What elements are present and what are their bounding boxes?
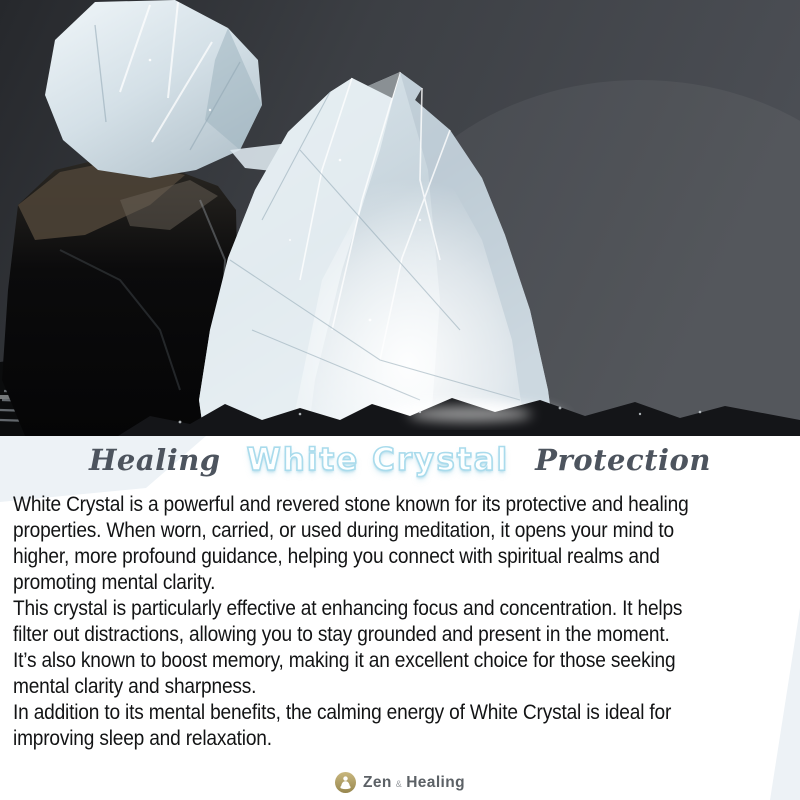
text-line: In addition to its mental benefits, the calming energy of White Crystal is ideal for	[13, 701, 672, 724]
brand-suffix: Healing	[406, 773, 465, 791]
text-line: improving sleep and relaxation.	[13, 727, 272, 750]
footer-brand	[0, 772, 800, 793]
text-line: This crystal is particularly effective at enhancing focus and concentration. It helps	[13, 597, 683, 620]
article-text	[13, 492, 741, 752]
text-line: properties. When worn, carried, or used during meditation, it opens your mind to	[13, 519, 675, 542]
heading-left-label: Healing	[89, 443, 221, 477]
brand-prefix: Zen	[363, 773, 392, 791]
text-line: promoting mental clarity.	[13, 571, 216, 594]
brand-ampersand: &	[395, 778, 403, 789]
heading-row	[0, 442, 800, 478]
heading-right-label: Protection	[535, 443, 711, 477]
paragraph-1	[13, 492, 741, 596]
text-line: mental clarity and sharpness.	[13, 675, 257, 698]
text-line: White Crystal is a powerful and revered stone known for its protective and healing	[13, 493, 689, 516]
meditation-icon	[335, 772, 356, 793]
paragraph-2	[13, 596, 741, 700]
text-line: higher, more profound guidance, helping you connect with spiritual realms and	[13, 545, 660, 568]
page-title: White Crystal	[246, 442, 510, 478]
text-line: filter out distractions, allowing you to stay grounded and present in the moment.	[13, 623, 670, 646]
text-line: It’s also known to boost memory, making it an excellent choice for those seeking	[13, 649, 676, 672]
paragraph-3	[13, 700, 741, 752]
brand-name	[363, 774, 465, 792]
